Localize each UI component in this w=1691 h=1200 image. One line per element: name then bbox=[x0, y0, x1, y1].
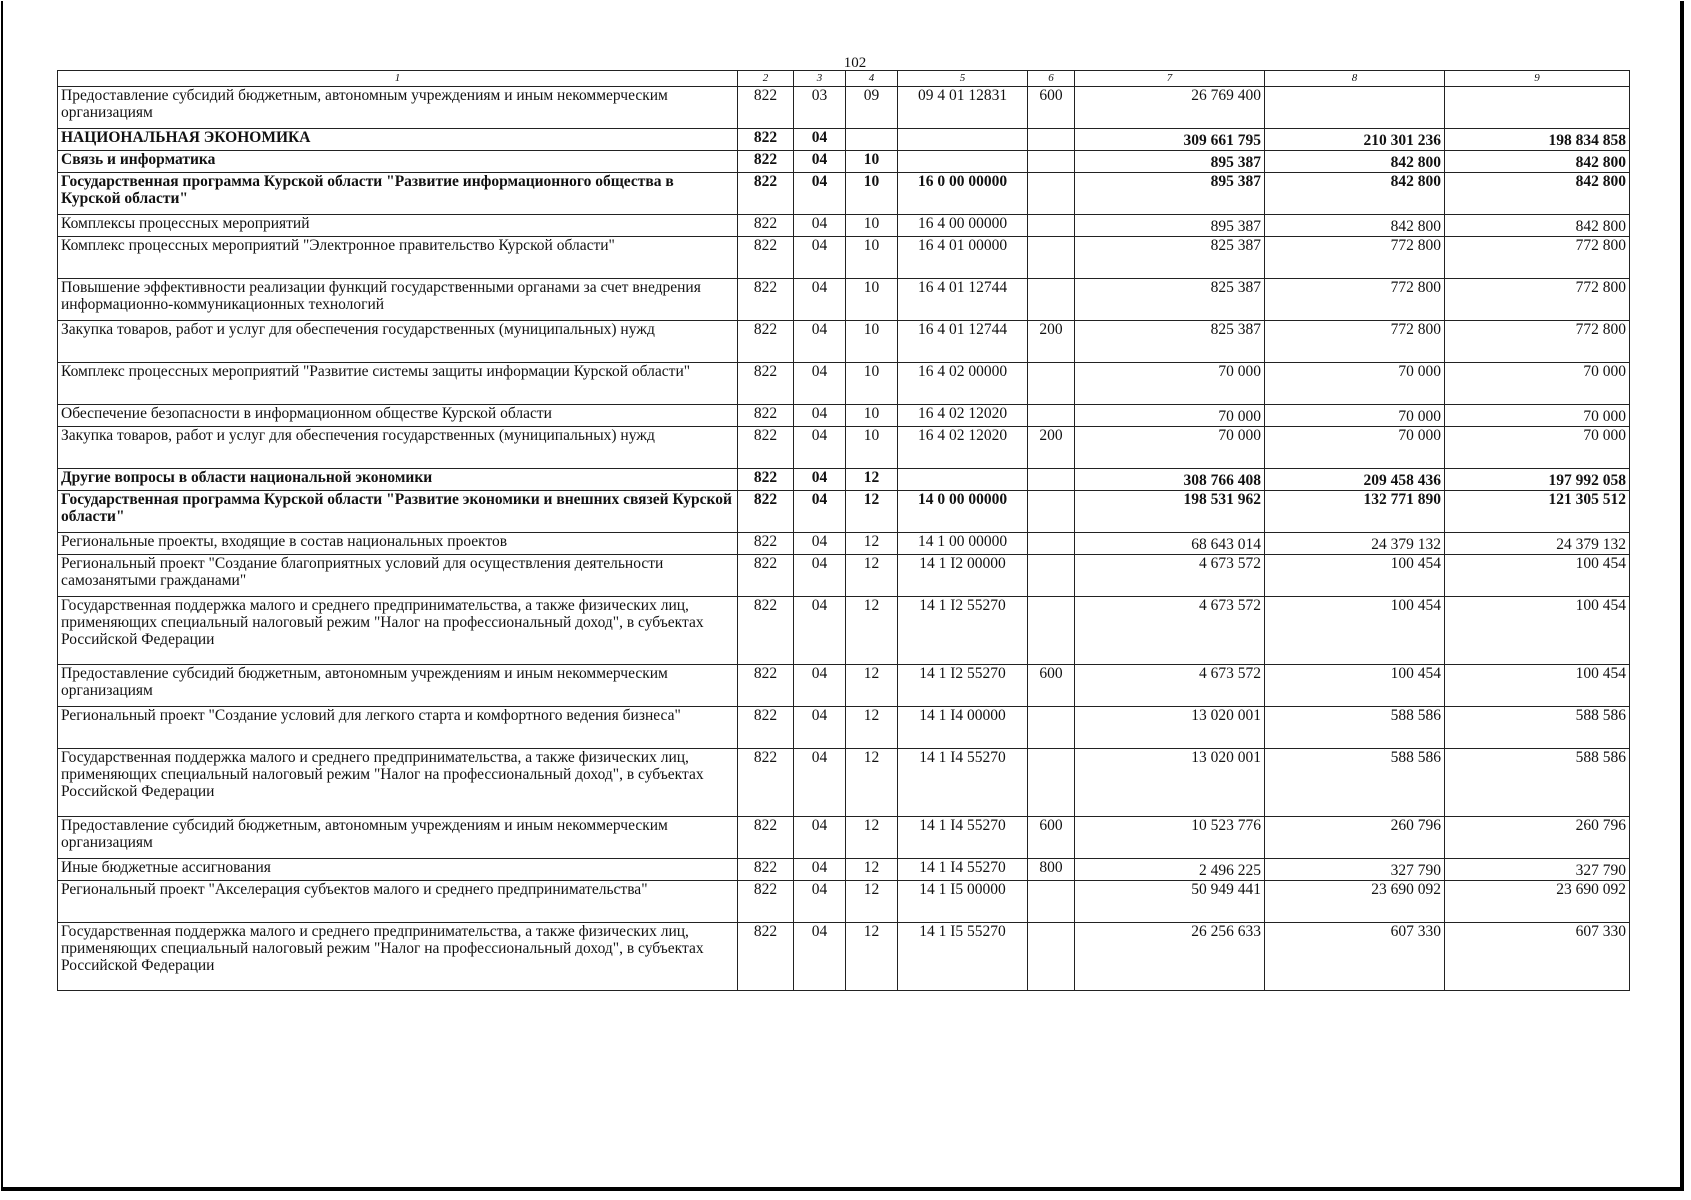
row-gr: 822 bbox=[738, 87, 794, 129]
row-sum-1: 70 000 bbox=[1075, 427, 1265, 469]
row-vr bbox=[1028, 469, 1075, 491]
table-row bbox=[58, 881, 1630, 923]
row-sum-3: 327 790 bbox=[1445, 859, 1630, 881]
row-rz: 04 bbox=[794, 817, 846, 859]
row-vr: 200 bbox=[1028, 321, 1075, 363]
row-vr bbox=[1028, 279, 1075, 321]
table-row bbox=[58, 427, 1630, 469]
row-sum-3: 121 305 512 bbox=[1445, 491, 1630, 533]
table-row bbox=[58, 491, 1630, 533]
row-sum-1: 309 661 795 bbox=[1075, 129, 1265, 151]
row-rz: 04 bbox=[794, 427, 846, 469]
row-pr: 10 bbox=[846, 405, 898, 427]
row-sum-2: 209 458 436 bbox=[1265, 469, 1445, 491]
row-pr: 12 bbox=[846, 707, 898, 749]
row-sum-1: 308 766 408 bbox=[1075, 469, 1265, 491]
row-pr: 10 bbox=[846, 427, 898, 469]
row-csr: 14 0 00 00000 bbox=[898, 491, 1028, 533]
budget-table bbox=[57, 70, 1630, 991]
row-gr: 822 bbox=[738, 707, 794, 749]
row-sum-3: 842 800 bbox=[1445, 173, 1630, 215]
row-rz: 04 bbox=[794, 173, 846, 215]
row-csr bbox=[898, 129, 1028, 151]
row-gr: 822 bbox=[738, 749, 794, 817]
row-sum-3: 772 800 bbox=[1445, 321, 1630, 363]
row-vr bbox=[1028, 491, 1075, 533]
column-header: 6 bbox=[1028, 71, 1075, 87]
row-gr: 822 bbox=[738, 215, 794, 237]
row-sum-1: 2 496 225 bbox=[1075, 859, 1265, 881]
row-sum-3: 607 330 bbox=[1445, 923, 1630, 991]
row-sum-1: 4 673 572 bbox=[1075, 597, 1265, 665]
row-sum-3: 100 454 bbox=[1445, 597, 1630, 665]
row-sum-2: 327 790 bbox=[1265, 859, 1445, 881]
row-csr: 09 4 01 12831 bbox=[898, 87, 1028, 129]
row-sum-2: 70 000 bbox=[1265, 427, 1445, 469]
table-row bbox=[58, 279, 1630, 321]
row-sum-3: 842 800 bbox=[1445, 151, 1630, 173]
row-sum-3: 70 000 bbox=[1445, 363, 1630, 405]
row-gr: 822 bbox=[738, 321, 794, 363]
row-gr: 822 bbox=[738, 533, 794, 555]
row-pr: 12 bbox=[846, 923, 898, 991]
row-pr: 12 bbox=[846, 665, 898, 707]
row-rz: 03 bbox=[794, 87, 846, 129]
row-sum-2: 842 800 bbox=[1265, 173, 1445, 215]
row-vr bbox=[1028, 923, 1075, 991]
column-header: 7 bbox=[1075, 71, 1265, 87]
row-name: Государственная поддержка малого и среднего предпринимательства, а также физических лиц, применяющих специальный налоговый режим "Налог на профессиональный доход", в субъектах Российской Федерации bbox=[58, 749, 738, 817]
row-sum-2: 842 800 bbox=[1265, 215, 1445, 237]
row-gr: 822 bbox=[738, 363, 794, 405]
row-sum-1: 10 523 776 bbox=[1075, 817, 1265, 859]
row-rz: 04 bbox=[794, 321, 846, 363]
table-row bbox=[58, 215, 1630, 237]
row-sum-3: 588 586 bbox=[1445, 749, 1630, 817]
row-gr: 822 bbox=[738, 555, 794, 597]
row-pr: 12 bbox=[846, 555, 898, 597]
row-gr: 822 bbox=[738, 129, 794, 151]
table-row bbox=[58, 533, 1630, 555]
table-row bbox=[58, 597, 1630, 665]
row-gr: 822 bbox=[738, 881, 794, 923]
row-pr: 12 bbox=[846, 469, 898, 491]
row-csr: 16 4 00 00000 bbox=[898, 215, 1028, 237]
row-pr: 10 bbox=[846, 237, 898, 279]
row-rz: 04 bbox=[794, 279, 846, 321]
row-name: Государственная поддержка малого и среднего предпринимательства, а также физических лиц, применяющих специальный налоговый режим "Налог на профессиональный доход", в субъектах Российской Федерации bbox=[58, 923, 738, 991]
row-name: Предоставление субсидий бюджетным, автономным учреждениям и иным некоммерческим организациям bbox=[58, 87, 738, 129]
row-pr: 12 bbox=[846, 491, 898, 533]
row-vr bbox=[1028, 707, 1075, 749]
row-rz: 04 bbox=[794, 859, 846, 881]
row-gr: 822 bbox=[738, 817, 794, 859]
row-vr bbox=[1028, 881, 1075, 923]
row-sum-3: 260 796 bbox=[1445, 817, 1630, 859]
row-name: Предоставление субсидий бюджетным, автономным учреждениям и иным некоммерческим организациям bbox=[58, 665, 738, 707]
row-sum-2: 772 800 bbox=[1265, 321, 1445, 363]
column-header: 3 bbox=[794, 71, 846, 87]
row-sum-2: 210 301 236 bbox=[1265, 129, 1445, 151]
row-csr: 16 4 02 12020 bbox=[898, 427, 1028, 469]
row-sum-1: 4 673 572 bbox=[1075, 555, 1265, 597]
row-sum-1: 26 256 633 bbox=[1075, 923, 1265, 991]
row-sum-2: 100 454 bbox=[1265, 555, 1445, 597]
row-sum-2: 772 800 bbox=[1265, 279, 1445, 321]
row-sum-3: 70 000 bbox=[1445, 405, 1630, 427]
row-vr bbox=[1028, 749, 1075, 817]
table-row bbox=[58, 817, 1630, 859]
row-sum-1: 68 643 014 bbox=[1075, 533, 1265, 555]
row-sum-1: 895 387 bbox=[1075, 173, 1265, 215]
column-header: 9 bbox=[1445, 71, 1630, 87]
row-name: Региональный проект "Акселерация субъектов малого и среднего предпринимательства" bbox=[58, 881, 738, 923]
row-vr bbox=[1028, 237, 1075, 279]
row-rz: 04 bbox=[794, 491, 846, 533]
row-vr bbox=[1028, 555, 1075, 597]
row-pr: 12 bbox=[846, 859, 898, 881]
row-gr: 822 bbox=[738, 469, 794, 491]
row-csr: 16 4 02 00000 bbox=[898, 363, 1028, 405]
row-csr: 16 4 02 12020 bbox=[898, 405, 1028, 427]
row-name: Комплекс процессных мероприятий "Развитие системы защиты информации Курской области" bbox=[58, 363, 738, 405]
column-header: 8 bbox=[1265, 71, 1445, 87]
row-sum-2: 607 330 bbox=[1265, 923, 1445, 991]
row-name: Закупка товаров, работ и услуг для обеспечения государственных (муниципальных) нужд bbox=[58, 427, 738, 469]
row-vr bbox=[1028, 363, 1075, 405]
row-name: Комплекс процессных мероприятий "Электронное правительство Курской области" bbox=[58, 237, 738, 279]
row-vr: 600 bbox=[1028, 817, 1075, 859]
table-row bbox=[58, 321, 1630, 363]
row-gr: 822 bbox=[738, 405, 794, 427]
row-csr bbox=[898, 469, 1028, 491]
row-rz: 04 bbox=[794, 707, 846, 749]
row-csr: 14 1 I4 55270 bbox=[898, 749, 1028, 817]
row-sum-2: 132 771 890 bbox=[1265, 491, 1445, 533]
row-csr: 16 0 00 00000 bbox=[898, 173, 1028, 215]
row-sum-3: 23 690 092 bbox=[1445, 881, 1630, 923]
row-vr bbox=[1028, 173, 1075, 215]
table-row bbox=[58, 237, 1630, 279]
row-name: Комплексы процессных мероприятий bbox=[58, 215, 738, 237]
row-gr: 822 bbox=[738, 491, 794, 533]
row-sum-2: 588 586 bbox=[1265, 707, 1445, 749]
row-pr bbox=[846, 129, 898, 151]
row-sum-1: 895 387 bbox=[1075, 215, 1265, 237]
table-row bbox=[58, 555, 1630, 597]
row-pr: 10 bbox=[846, 279, 898, 321]
row-rz: 04 bbox=[794, 237, 846, 279]
row-sum-3: 198 834 858 bbox=[1445, 129, 1630, 151]
row-gr: 822 bbox=[738, 923, 794, 991]
row-sum-2: 70 000 bbox=[1265, 363, 1445, 405]
table-body bbox=[58, 71, 1630, 991]
row-rz: 04 bbox=[794, 749, 846, 817]
row-sum-1: 198 531 962 bbox=[1075, 491, 1265, 533]
row-sum-3: 100 454 bbox=[1445, 555, 1630, 597]
row-vr bbox=[1028, 151, 1075, 173]
row-name: Другие вопросы в области национальной экономики bbox=[58, 469, 738, 491]
row-sum-1: 13 020 001 bbox=[1075, 749, 1265, 817]
row-rz: 04 bbox=[794, 151, 846, 173]
row-rz: 04 bbox=[794, 129, 846, 151]
row-csr: 16 4 01 12744 bbox=[898, 279, 1028, 321]
table-row bbox=[58, 151, 1630, 173]
row-vr bbox=[1028, 533, 1075, 555]
row-gr: 822 bbox=[738, 237, 794, 279]
row-name: Закупка товаров, работ и услуг для обеспечения государственных (муниципальных) нужд bbox=[58, 321, 738, 363]
row-rz: 04 bbox=[794, 405, 846, 427]
row-name: Региональный проект "Создание благоприятных условий для осуществления деятельности самозанятыми гражданами" bbox=[58, 555, 738, 597]
row-sum-2: 100 454 bbox=[1265, 665, 1445, 707]
row-sum-2: 772 800 bbox=[1265, 237, 1445, 279]
row-name: Иные бюджетные ассигнования bbox=[58, 859, 738, 881]
row-pr: 12 bbox=[846, 749, 898, 817]
row-sum-3: 70 000 bbox=[1445, 427, 1630, 469]
table-row bbox=[58, 923, 1630, 991]
row-name: Предоставление субсидий бюджетным, автономным учреждениям и иным некоммерческим организациям bbox=[58, 817, 738, 859]
row-pr: 10 bbox=[846, 363, 898, 405]
row-sum-1: 825 387 bbox=[1075, 279, 1265, 321]
row-vr bbox=[1028, 405, 1075, 427]
row-sum-1: 13 020 001 bbox=[1075, 707, 1265, 749]
row-vr: 600 bbox=[1028, 87, 1075, 129]
row-name: Государственная программа Курской области "Развитие информационного общества в Курской области" bbox=[58, 173, 738, 215]
row-name: Региональные проекты, входящие в состав национальных проектов bbox=[58, 533, 738, 555]
table-row bbox=[58, 859, 1630, 881]
row-name: Государственная программа Курской области "Развитие экономики и внешних связей Курской области" bbox=[58, 491, 738, 533]
row-csr: 14 1 I4 55270 bbox=[898, 817, 1028, 859]
row-rz: 04 bbox=[794, 597, 846, 665]
column-header: 2 bbox=[738, 71, 794, 87]
row-gr: 822 bbox=[738, 597, 794, 665]
row-vr: 800 bbox=[1028, 859, 1075, 881]
row-pr: 10 bbox=[846, 151, 898, 173]
row-name: Государственная поддержка малого и среднего предпринимательства, а также физических лиц, применяющих специальный налоговый режим "Налог на профессиональный доход", в субъектах Российской Федерации bbox=[58, 597, 738, 665]
row-vr bbox=[1028, 215, 1075, 237]
table-row bbox=[58, 469, 1630, 491]
row-gr: 822 bbox=[738, 665, 794, 707]
row-csr: 14 1 I2 55270 bbox=[898, 597, 1028, 665]
row-gr: 822 bbox=[738, 427, 794, 469]
row-sum-3: 24 379 132 bbox=[1445, 533, 1630, 555]
row-gr: 822 bbox=[738, 859, 794, 881]
row-rz: 04 bbox=[794, 555, 846, 597]
row-rz: 04 bbox=[794, 215, 846, 237]
table-row bbox=[58, 87, 1630, 129]
row-name: Региональный проект "Создание условий для легкого старта и комфортного ведения бизнеса" bbox=[58, 707, 738, 749]
row-sum-2: 260 796 bbox=[1265, 817, 1445, 859]
row-sum-1: 70 000 bbox=[1075, 363, 1265, 405]
row-csr bbox=[898, 151, 1028, 173]
row-vr bbox=[1028, 129, 1075, 151]
row-name: Связь и информатика bbox=[58, 151, 738, 173]
row-sum-1: 26 769 400 bbox=[1075, 87, 1265, 129]
row-rz: 04 bbox=[794, 363, 846, 405]
table-row bbox=[58, 405, 1630, 427]
row-pr: 10 bbox=[846, 321, 898, 363]
row-sum-3: 197 992 058 bbox=[1445, 469, 1630, 491]
row-csr: 14 1 I5 00000 bbox=[898, 881, 1028, 923]
row-csr: 16 4 01 00000 bbox=[898, 237, 1028, 279]
row-gr: 822 bbox=[738, 173, 794, 215]
row-pr: 12 bbox=[846, 533, 898, 555]
row-gr: 822 bbox=[738, 279, 794, 321]
row-pr: 09 bbox=[846, 87, 898, 129]
row-rz: 04 bbox=[794, 923, 846, 991]
table-row bbox=[58, 665, 1630, 707]
row-sum-3: 842 800 bbox=[1445, 215, 1630, 237]
row-rz: 04 bbox=[794, 533, 846, 555]
row-sum-3: 588 586 bbox=[1445, 707, 1630, 749]
row-gr: 822 bbox=[738, 151, 794, 173]
row-sum-3: 772 800 bbox=[1445, 237, 1630, 279]
row-csr: 14 1 00 00000 bbox=[898, 533, 1028, 555]
row-sum-1: 825 387 bbox=[1075, 321, 1265, 363]
row-rz: 04 bbox=[794, 469, 846, 491]
row-sum-1: 825 387 bbox=[1075, 237, 1265, 279]
row-sum-2: 588 586 bbox=[1265, 749, 1445, 817]
row-rz: 04 bbox=[794, 665, 846, 707]
row-sum-1: 70 000 bbox=[1075, 405, 1265, 427]
row-sum-3: 772 800 bbox=[1445, 279, 1630, 321]
column-header: 1 bbox=[58, 71, 738, 87]
row-sum-3: 100 454 bbox=[1445, 665, 1630, 707]
row-rz: 04 bbox=[794, 881, 846, 923]
row-sum-2: 23 690 092 bbox=[1265, 881, 1445, 923]
row-csr: 14 1 I4 55270 bbox=[898, 859, 1028, 881]
column-header-row bbox=[58, 71, 1630, 87]
row-sum-3 bbox=[1445, 87, 1630, 129]
row-sum-1: 50 949 441 bbox=[1075, 881, 1265, 923]
row-vr bbox=[1028, 597, 1075, 665]
row-sum-2 bbox=[1265, 87, 1445, 129]
row-pr: 12 bbox=[846, 881, 898, 923]
row-csr: 14 1 I5 55270 bbox=[898, 923, 1028, 991]
row-sum-1: 895 387 bbox=[1075, 151, 1265, 173]
table-row bbox=[58, 707, 1630, 749]
row-pr: 10 bbox=[846, 215, 898, 237]
row-csr: 16 4 01 12744 bbox=[898, 321, 1028, 363]
row-csr: 14 1 I2 55270 bbox=[898, 665, 1028, 707]
row-pr: 12 bbox=[846, 817, 898, 859]
row-sum-2: 842 800 bbox=[1265, 151, 1445, 173]
row-name: Обеспечение безопасности в информационном обществе Курской области bbox=[58, 405, 738, 427]
row-name: НАЦИОНАЛЬНАЯ ЭКОНОМИКА bbox=[58, 129, 738, 151]
row-csr: 14 1 I4 00000 bbox=[898, 707, 1028, 749]
row-sum-2: 24 379 132 bbox=[1265, 533, 1445, 555]
row-name: Повышение эффективности реализации функций государственными органами за счет внедрения информационно-коммуникационных технологий bbox=[58, 279, 738, 321]
row-csr: 14 1 I2 00000 bbox=[898, 555, 1028, 597]
row-vr: 600 bbox=[1028, 665, 1075, 707]
row-vr: 200 bbox=[1028, 427, 1075, 469]
table-row bbox=[58, 129, 1630, 151]
page-number: 102 bbox=[843, 55, 867, 71]
table-row bbox=[58, 173, 1630, 215]
row-sum-1: 4 673 572 bbox=[1075, 665, 1265, 707]
row-sum-2: 100 454 bbox=[1265, 597, 1445, 665]
column-header: 5 bbox=[898, 71, 1028, 87]
row-pr: 12 bbox=[846, 597, 898, 665]
row-pr: 10 bbox=[846, 173, 898, 215]
column-header: 4 bbox=[846, 71, 898, 87]
table-row bbox=[58, 749, 1630, 817]
row-sum-2: 70 000 bbox=[1265, 405, 1445, 427]
table-row bbox=[58, 363, 1630, 405]
